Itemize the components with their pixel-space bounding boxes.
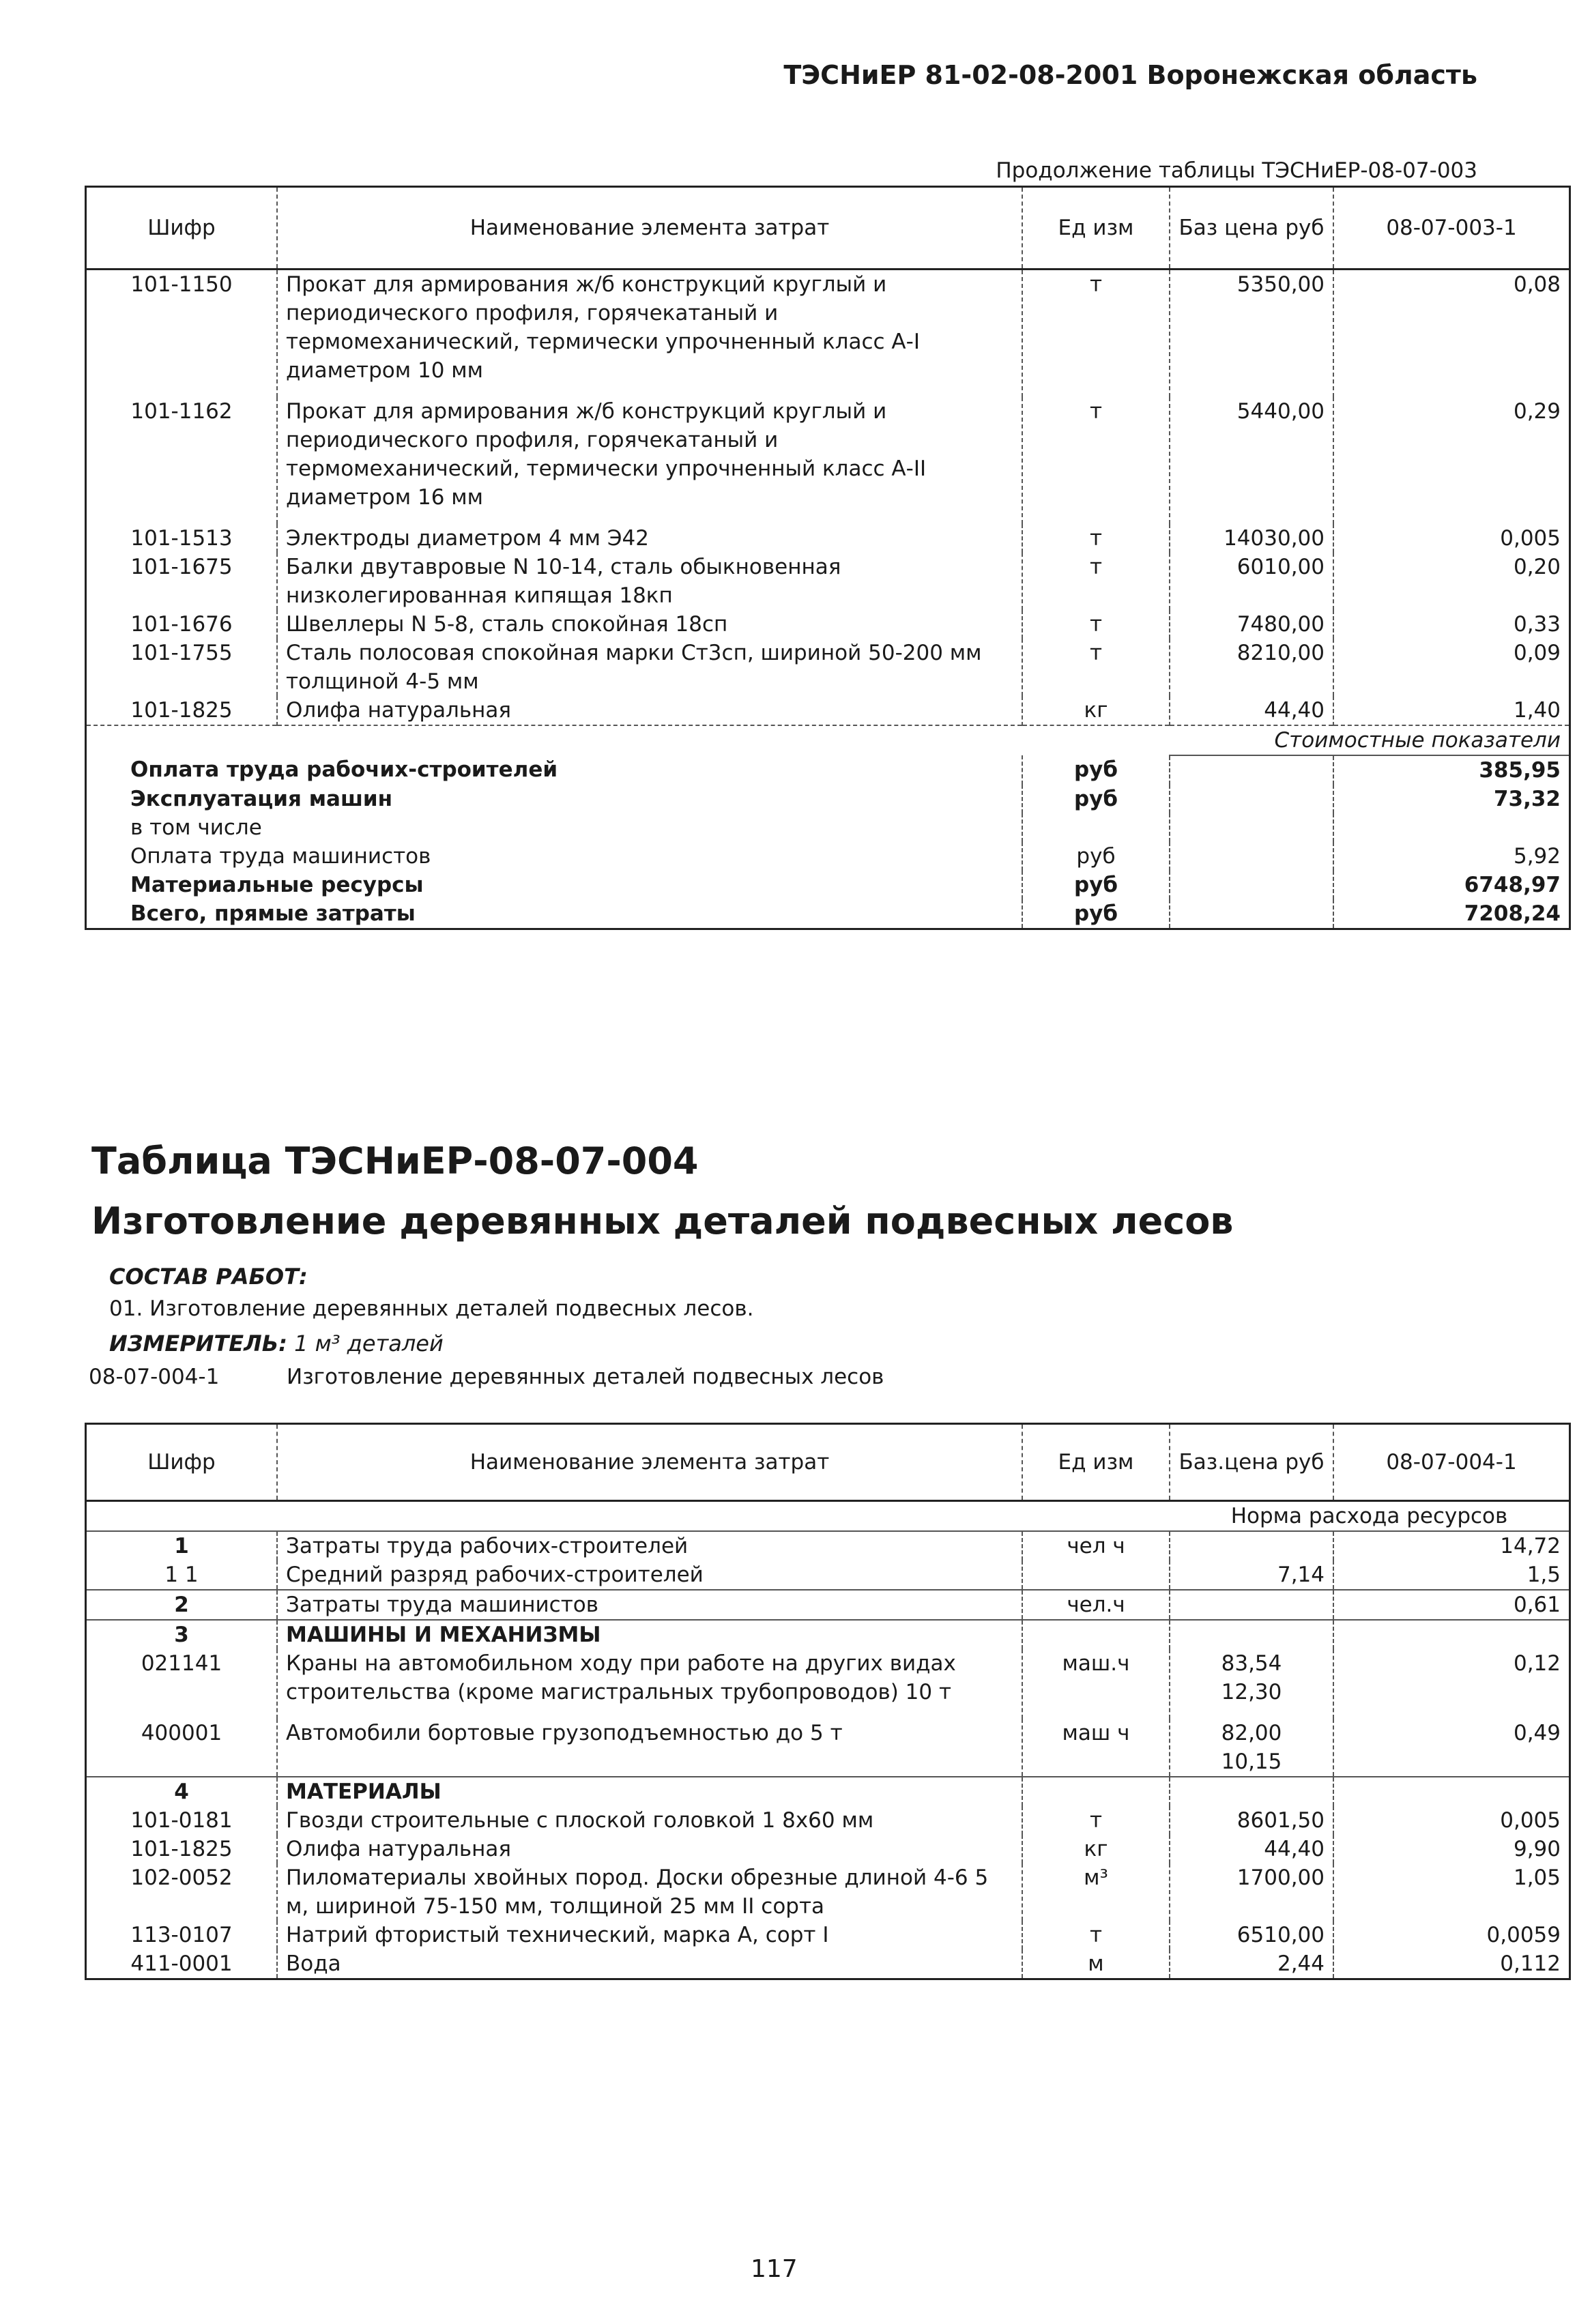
cell-name: Натрий фтористый технический, марка А, сорт I — [277, 1921, 1022, 1949]
summary-name: Оплата труда рабочих-строителей — [130, 757, 558, 782]
cell-value: 0,29 — [1333, 397, 1570, 524]
col-header-code: Шифр — [86, 1424, 278, 1501]
cell-value: 1,40 — [1333, 696, 1570, 725]
cell-value: 0,12 — [1333, 1649, 1570, 1719]
col-header-value: 08-07-004-1 — [1333, 1424, 1570, 1501]
cell-price: 14030,00 — [1170, 524, 1333, 553]
cell-price — [1170, 1777, 1333, 1806]
summary-value: 7208,24 — [1333, 899, 1570, 929]
table-row — [86, 270, 1570, 398]
table-row — [86, 1863, 1570, 1921]
table-header-row — [86, 1424, 1570, 1501]
cell-unit: кг — [1022, 696, 1170, 725]
cell-price: 7480,00 — [1170, 610, 1333, 639]
cell-code: 101-1825 — [130, 698, 233, 723]
table-row — [86, 524, 1570, 553]
summary-name: Всего, прямые затраты — [130, 901, 416, 926]
cell-name: Средний разряд рабочих-строителей — [277, 1560, 1022, 1590]
cell-unit — [1022, 1620, 1170, 1649]
document-header: ТЭСНиЕР 81-02-08-2001 Воронежская область — [783, 60, 1477, 90]
summary-row — [86, 899, 1570, 929]
summary-unit: руб — [1022, 899, 1170, 929]
summary-unit — [1022, 813, 1170, 842]
table-row — [86, 1649, 1570, 1719]
summary-value — [1333, 813, 1570, 842]
summary-price-empty — [1170, 755, 1333, 785]
cell-name: Швеллеры N 5-8, сталь спокойная 18сп — [277, 610, 1022, 639]
col-header-price: Баз.цена руб — [1170, 1424, 1333, 1501]
cell-code: 101-1676 — [130, 612, 233, 637]
cell-value: 0,20 — [1333, 553, 1570, 610]
cell-price: 6010,00 — [1170, 553, 1333, 610]
table-row — [86, 1949, 1570, 1979]
meter-line — [109, 1331, 444, 1356]
summary-row — [86, 755, 1570, 785]
table-row — [86, 1777, 1570, 1806]
cell-code: 3 — [86, 1620, 278, 1649]
cell-name: Прокат для армирования ж/б конструкций круглый и периодического профиля, горячекатаный и термомеханический, термически упрочненный класс А-II диаметром 16 мм — [277, 397, 1022, 524]
summary-unit: руб — [1022, 785, 1170, 813]
continuation-caption: Продолжение таблицы ТЭСНиЕР-08-07-003 — [996, 158, 1477, 183]
cell-price: 8601,50 — [1170, 1806, 1333, 1835]
meter-label: ИЗМЕРИТЕЛЬ: — [109, 1331, 287, 1356]
summary-row — [86, 842, 1570, 871]
summary-name: Эксплуатация машин — [130, 787, 393, 811]
cell-name: Автомобили бортовые грузоподъемностью до 5 т — [277, 1719, 1022, 1777]
table-header-row — [86, 187, 1570, 270]
col-header-unit: Ед изм — [1022, 187, 1170, 270]
cell-code: 411-0001 — [130, 1951, 233, 1976]
summary-row — [86, 813, 1570, 842]
cell-name: Олифа натуральная — [277, 1835, 1022, 1863]
cell-code: 021141 — [141, 1651, 222, 1676]
table-row — [86, 696, 1570, 725]
cell-unit: т — [1022, 553, 1170, 610]
cell-unit: т — [1022, 639, 1170, 696]
summary-unit: руб — [1022, 755, 1170, 785]
cell-name: Электроды диаметром 4 мм Э42 — [277, 524, 1022, 553]
cell-code: 102-0052 — [130, 1865, 233, 1890]
cell-name: Гвозди строительные с плоской головкой 1 8х60 мм — [277, 1806, 1022, 1835]
cell-unit: маш ч — [1022, 1719, 1170, 1777]
cell-code: 101-1150 — [130, 272, 233, 297]
cell-name: Вода — [277, 1949, 1022, 1979]
cell-code: 101-1675 — [130, 555, 233, 579]
cell-unit: кг — [1022, 1835, 1170, 1863]
cell-price: 44,40 — [1170, 696, 1333, 725]
cell-name: Затраты труда машинистов — [277, 1590, 1022, 1620]
col-header-value: 08-07-003-1 — [1333, 187, 1570, 270]
work-composition-item: 01. Изготовление деревянных деталей подвесных лесов. — [109, 1296, 754, 1321]
section-heading: Изготовление деревянных деталей подвесных лесов — [91, 1200, 1234, 1243]
cell-name: Пиломатериалы хвойных пород. Доски обрезные длиной 4-6 5 м, шириной 75-150 мм, толщиной 25 мм II сорта — [277, 1863, 1022, 1921]
work-composition-label: СОСТАВ РАБОТ: — [109, 1264, 308, 1290]
cell-value: 1,05 — [1333, 1863, 1570, 1921]
cell-value — [1333, 1620, 1570, 1649]
cell-price: 2,44 — [1170, 1949, 1333, 1979]
resource-table-08-07-004 — [85, 1423, 1571, 1980]
col-header-name: Наименование элемента затрат — [277, 1424, 1022, 1501]
summary-price-empty — [1170, 842, 1333, 871]
summary-label: Стоимостные показатели — [1170, 725, 1570, 755]
cell-value: 0,0059 — [1333, 1921, 1570, 1949]
summary-price-empty — [1170, 813, 1333, 842]
cell-code: 1 1 — [164, 1563, 199, 1587]
cell-name: МАТЕРИАЛЫ — [277, 1777, 1022, 1806]
cell-unit: т — [1022, 524, 1170, 553]
col-header-code: Шифр — [86, 187, 278, 270]
table-row — [86, 639, 1570, 696]
cell-value: 14,72 — [1333, 1531, 1570, 1560]
summary-row — [86, 785, 1570, 813]
cell-name: Сталь полосовая спокойная марки Ст3сп, шириной 50-200 мм толщиной 4-5 мм — [277, 639, 1022, 696]
norm-code: 08-07-004-1 — [89, 1365, 220, 1389]
table-row — [86, 1806, 1570, 1835]
cell-unit: т — [1022, 610, 1170, 639]
summary-unit: руб — [1022, 871, 1170, 899]
cell-price: 8210,00 — [1170, 639, 1333, 696]
cell-unit: т — [1022, 270, 1170, 398]
summary-row — [86, 871, 1570, 899]
cell-unit: чел.ч — [1022, 1590, 1170, 1620]
cell-unit: т — [1022, 1921, 1170, 1949]
summary-price-empty — [1170, 899, 1333, 929]
cell-value: 1,5 — [1333, 1560, 1570, 1590]
table-row — [86, 1835, 1570, 1863]
summary-name: Оплата труда машинистов — [130, 844, 431, 869]
cell-value: 0,61 — [1333, 1590, 1570, 1620]
resource-table-08-07-003 — [85, 186, 1571, 930]
norm-label-row — [86, 1501, 1570, 1532]
cell-value: 0,49 — [1333, 1719, 1570, 1777]
table-row — [86, 397, 1570, 524]
cell-price: 5440,00 — [1170, 397, 1333, 524]
cell-unit: м³ — [1022, 1863, 1170, 1921]
cell-name: Прокат для армирования ж/б конструкций круглый и периодического профиля, горячекатаный и термомеханический, термически упрочненный класс А-I диаметром 10 мм — [277, 270, 1022, 398]
col-header-unit: Ед изм — [1022, 1424, 1170, 1501]
cell-code: 4 — [86, 1777, 278, 1806]
cell-value — [1333, 1777, 1570, 1806]
cell-value: 0,112 — [1333, 1949, 1570, 1979]
cell-name: Краны на автомобильном ходу при работе на других видах строительства (кроме магистральных трубопроводов) 10 т — [277, 1649, 1022, 1719]
cell-price: 7,14 — [1170, 1560, 1333, 1590]
cell-unit — [1022, 1777, 1170, 1806]
cell-value: 0,005 — [1333, 524, 1570, 553]
cell-price: 82,00 10,15 — [1170, 1719, 1333, 1777]
norm-line — [89, 1365, 884, 1389]
cell-price — [1170, 1620, 1333, 1649]
cell-name: МАШИНЫ И МЕХАНИЗМЫ — [277, 1620, 1022, 1649]
cell-value: 0,09 — [1333, 639, 1570, 696]
table-row — [86, 610, 1570, 639]
col-header-name: Наименование элемента затрат — [277, 187, 1022, 270]
cell-name: Балки двутавровые N 10-14, сталь обыкновенная низколегированная кипящая 18кп — [277, 553, 1022, 610]
page-number: 117 — [751, 2255, 798, 2283]
cell-code: 1 — [174, 1534, 189, 1558]
summary-value: 385,95 — [1333, 755, 1570, 785]
table-row — [86, 1531, 1570, 1560]
cell-code: 113-0107 — [130, 1923, 233, 1947]
summary-name: в том числе — [130, 815, 262, 840]
cell-unit: маш.ч — [1022, 1649, 1170, 1719]
norm-name: Изготовление деревянных деталей подвесных лесов — [287, 1365, 884, 1389]
cell-value: 0,33 — [1333, 610, 1570, 639]
cell-code: 101-1825 — [130, 1837, 233, 1861]
col-header-price: Баз цена руб — [1170, 187, 1333, 270]
cell-price — [1170, 1590, 1333, 1620]
table-row — [86, 1921, 1570, 1949]
summary-label-spacer — [86, 725, 1170, 755]
cell-code: 101-0181 — [130, 1808, 233, 1833]
meter-value: 1 м³ деталей — [294, 1331, 444, 1356]
cell-code: 101-1755 — [130, 641, 233, 665]
table-title: Таблица ТЭСНиЕР-08-07-004 — [91, 1139, 699, 1182]
summary-name: Материальные ресурсы — [130, 873, 424, 897]
summary-unit: руб — [1022, 842, 1170, 871]
summary-label-row — [86, 725, 1570, 755]
cell-code: 400001 — [141, 1721, 222, 1745]
summary-value: 6748,97 — [1333, 871, 1570, 899]
cell-price: 1700,00 — [1170, 1863, 1333, 1921]
table-row — [86, 1590, 1570, 1620]
cell-value: 0,08 — [1333, 270, 1570, 398]
cell-code: 2 — [86, 1590, 278, 1620]
summary-value: 73,32 — [1333, 785, 1570, 813]
cell-code: 101-1162 — [130, 399, 233, 424]
cell-code: 101-1513 — [130, 526, 233, 551]
cell-price — [1170, 1531, 1333, 1560]
table-row — [86, 1620, 1570, 1649]
cell-unit: чел ч — [1022, 1531, 1170, 1560]
summary-price-empty — [1170, 871, 1333, 899]
table-row — [86, 1719, 1570, 1777]
cell-price: 44,40 — [1170, 1835, 1333, 1863]
table-row — [86, 553, 1570, 610]
cell-value: 0,005 — [1333, 1806, 1570, 1835]
cell-unit: т — [1022, 1806, 1170, 1835]
table-row — [86, 1560, 1570, 1590]
norm-label: Норма расхода ресурсов — [1170, 1501, 1570, 1532]
cell-price: 83,54 12,30 — [1170, 1649, 1333, 1719]
cell-name: Олифа натуральная — [277, 696, 1022, 725]
cell-price: 6510,00 — [1170, 1921, 1333, 1949]
cell-unit: т — [1022, 397, 1170, 524]
cell-value: 9,90 — [1333, 1835, 1570, 1863]
cell-name: Затраты труда рабочих-строителей — [277, 1531, 1022, 1560]
summary-price-empty — [1170, 785, 1333, 813]
summary-value: 5,92 — [1333, 842, 1570, 871]
cell-unit — [1022, 1560, 1170, 1590]
cell-unit: м — [1022, 1949, 1170, 1979]
cell-price: 5350,00 — [1170, 270, 1333, 398]
